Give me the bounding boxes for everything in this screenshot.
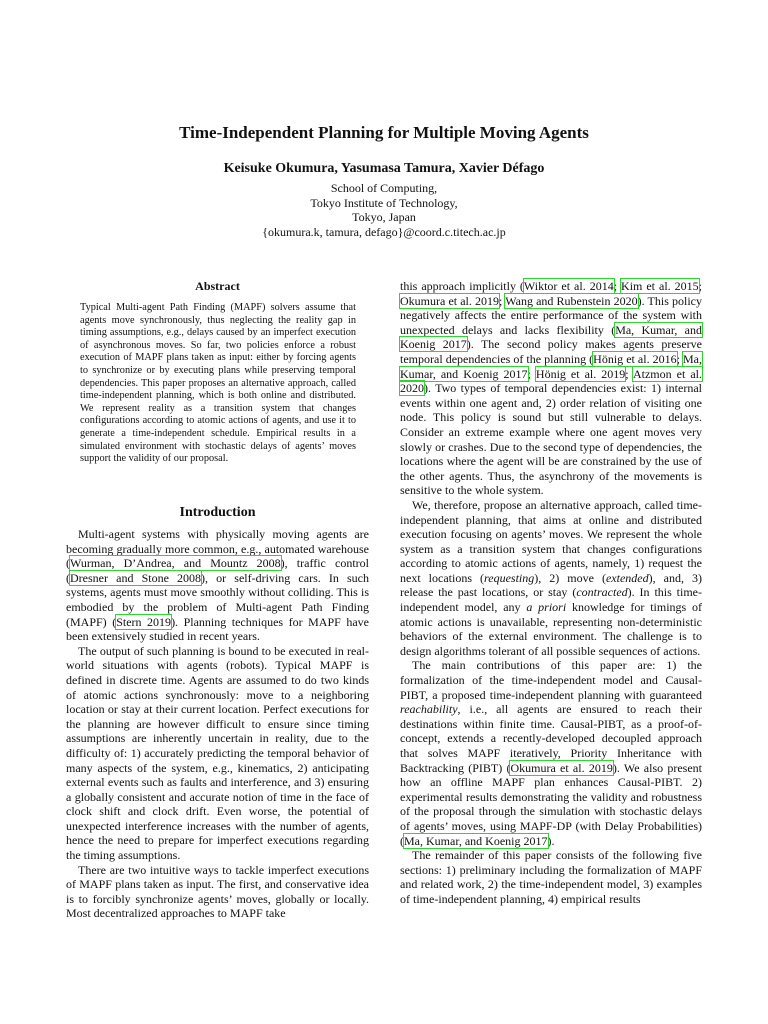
citation-link[interactable]: Wang and Rubenstein 2020: [505, 293, 638, 308]
paper-title: Time-Independent Planning for Multiple Moving Agents: [179, 123, 589, 142]
citation-link[interactable]: Okumura et al. 2019: [510, 760, 613, 775]
intro-paragraph-1: Multi-agent systems with physically moving agents are becoming gradually more common, e.g., automated warehouse (Wurman, D’Andrea, and Mountz 2008), traffic control (Dresner and Stone 2008), or self-driving cars. In such systems, agents must move smoothly without colliding. This is embodied by the problem of Multi-agent Path Finding (MAPF) (Stern 2019). Planning techniques for MAPF have been extensively studied in recent years.: [66, 527, 369, 644]
right-column: [400, 279, 702, 907]
citation-link[interactable]: Ma, Kumar, and Koenig 2017: [404, 833, 548, 848]
affiliation-email: {okumura.k, tamura, defago}@coord.c.titech.ac.jp: [262, 224, 506, 239]
right-paragraph-4: The remainder of this paper consists of the following five sections: 1) preliminary including the formalization of MAPF and related work, 2) the time-independent model, 3) examples of time-independent planning, 4) empirical results: [400, 848, 702, 906]
citation-link[interactable]: Hönig et al. 2019: [535, 366, 626, 381]
affiliation-institute: Tokyo Institute of Technology,: [310, 195, 458, 210]
citation-link[interactable]: Stern 2019: [116, 614, 172, 629]
intro-paragraph-2: The output of such planning is bound to be executed in real-world situations with agents (robots). Typical MAPF is defined in discrete time. Agents are assumed to do two kinds of atomic actions synchronously: move to a neighboring location or stay at their current location. Perfect executions for the planning are however difficult to ensure since timing assumptions are inherently uncertain in reality, due to the difficulty of: 1) accurately predicting the temporal behavior of many aspects of the system, e.g., kinematics, 2) anticipating external events such as faults and interference, and 3) ensuring a globally consistent and accurate notion of time in the face of clock shift and clock drift. Even worse, the potential of unexpected interference increases with the number of agents, hence the need to prepare for imperfect executions regarding the timing assumptions.: [66, 643, 369, 863]
abstract-text: Typical Multi-agent Path Finding (MAPF) solvers assume that agents move synchronously, thus neglecting the reality gap in timing assumptions, e.g., delays caused by an imperfect execution of asynchronous moves. So far, two policies enforce a robust execution of MAPF plans taken as input: either by forcing agents to synchronize or by executing plans while preserving temporal dependencies. This paper proposes an alternative approach, called time-independent planning, which is both online and distributed. We represent reality as a transition system that changes configurations according to atomic actions of agents, and use it to generate a time-independent schedule. Empirical results in a simulated environment with stochastic delays of agents’ moves support the validity of our proposal.: [80, 302, 356, 465]
right-paragraph-2: We, therefore, propose an alternative approach, called time-independent planning, that aims at online and distributed execution focusing on agents’ moves. We represent the whole system as a transition system that changes configurations according to atomic actions of agents, namely, 1) request the next locations (requesting), 2) move (extended), and, 3) release the past locations, or stay (contracted). In this time-independent model, any a priori knowledge for timings of atomic actions is unavailable, representing non-deterministic behaviors of the external environment. The challenge is to design algorithms tolerant of all possible sequences of actions.: [400, 497, 702, 658]
citation-link[interactable]: Dresner and Stone 2008: [70, 570, 202, 585]
affiliation-location: Tokyo, Japan: [352, 210, 416, 224]
citation-link[interactable]: Okumura et al. 2019: [400, 293, 500, 308]
citation-link[interactable]: Wurman, D’Andrea, and Mountz 2008: [70, 556, 281, 571]
introduction-heading: Introduction: [179, 505, 256, 520]
intro-paragraph-3: There are two intuitive ways to tackle imperfect executions of MAPF plans taken as input. The first, and conservative idea is to forcibly synchronize agents’ moves, globally or locally. Most decentralized approaches to MAPF take: [66, 862, 369, 921]
affiliation-school: School of Computing,: [330, 181, 438, 195]
right-paragraph-3: The main contributions of this paper are: 1) the formalization of the time-independent model and Causal-PIBT, a proposed time-independent planning with guaranteed reachability, i.e., all agents are ensured to reach their destinations within finite time. Causal-PIBT, as a proof-of-concept, extends a recently-developed decoupled approach that solves MAPF iteratively, Priority Inheritance with Backtracking (PIBT) (Okumura et al. 2019). We also present how an offline MAPF plan enhances Causal-PIBT. 2) experimental results demonstrating the validity and robustness of the proposal through the simulation with stochastic delays of agents’ moves, using MAPF-DP (with Delay Probabilities) (Ma, Kumar, and Koenig 2017).: [400, 658, 703, 848]
citation-link[interactable]: Atzmon et al. 2020: [400, 366, 702, 396]
citation-link[interactable]: Wiktor et al. 2014: [523, 279, 614, 293]
abstract-heading: Abstract: [195, 279, 240, 293]
citation-link[interactable]: Ma, Kumar, and Koenig 2017: [400, 351, 702, 381]
citation-link[interactable]: Kim et al. 2015: [621, 279, 699, 293]
affiliation-block: [0, 181, 768, 239]
left-column: [66, 527, 369, 921]
citation-link[interactable]: Hönig et al. 2016: [593, 351, 677, 366]
citation-link[interactable]: Ma, Kumar, and Koenig 2017: [400, 322, 702, 352]
paper-authors: Keisuke Okumura, Yasumasa Tamura, Xavier Défago: [223, 161, 545, 176]
right-paragraph-1: this approach implicitly (Wiktor et al. 2014; Kim et al. 2015; Okumura et al. 2019; Wang and Rubenstein 2020). This policy negatively affects the entire performance of the system with unexpected delays and lacks flexibility (Ma, Kumar, and Koenig 2017). The second policy makes agents preserve temporal dependencies of the planning (Hönig et al. 2016; Ma, Kumar, and Koenig 2017; Hönig et al. 2019; Atzmon et al. 2020). Two types of temporal dependencies exist: 1) internal events within one agent and, 2) order relation of visiting one node. This policy is sound but still vulnerable to delays. Consider an extreme example where one agent moves very slowly or crashes. Due to the second type of dependencies, the locations where the agent will be are constrained by the use of the other agents. Thus, the asynchrony of the movements is sensitive to the whole system.: [400, 279, 703, 498]
